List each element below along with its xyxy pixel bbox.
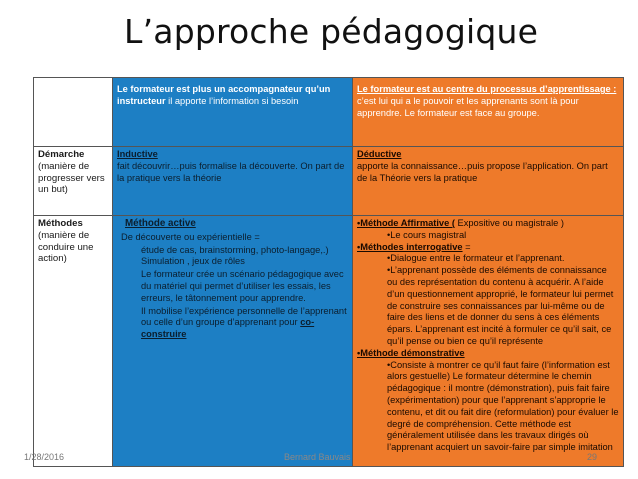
header-row xyxy=(34,78,624,147)
page-title: L’approche pédagogique xyxy=(124,12,539,51)
interrogative-rest: = xyxy=(462,241,471,252)
affirmative-sub: •Le cours magistral xyxy=(387,229,467,240)
affirmative-label: •Méthode Affirmative ( xyxy=(357,218,455,228)
active-method-item: Le formateur crée un scénario pédagogique avec du matériel qui permet d’utiliser les essais, les erreurs, le tâtonnement pour apprendre. xyxy=(141,269,344,303)
header-orange-text: c’est lui qui a le pouvoir et les apprenants sont là pour apprendre. Le formateur est face au groupe. xyxy=(357,95,579,118)
active-method-item: étude de cas, brainstorming, photo-langage,.) Simulation , jeux de rôles xyxy=(141,244,329,267)
active-method-item-last xyxy=(117,306,348,341)
interrogative-item: •Dialogue entre le formateur et l’apprenant. xyxy=(387,253,565,264)
methodes-blue-cell xyxy=(113,216,353,467)
footer-date: 1/28/2016 xyxy=(24,452,65,462)
active-method-item-text: Il mobilise l’expérience personnelle de l’apprenant ou celle d’un groupe d’apprenant pour xyxy=(141,305,347,328)
inductive-text: fait découvrir…puis formalise la découverte. On part de la pratique vers la théorie xyxy=(117,160,345,183)
methodes-label-cell xyxy=(34,216,113,467)
methodes-row xyxy=(34,216,624,467)
affirmative-rest: Expositive ou magistrale ) xyxy=(454,218,564,228)
inductive-title: Inductive xyxy=(117,149,158,159)
header-orange-bold: Le formateur est au centre du processus d’apprentissage : xyxy=(357,84,617,94)
header-blue-cell xyxy=(113,78,353,147)
demonstrative-text: •Consiste à montrer ce qu’il faut faire (l’information est alors gestuelle) Le formateur détermine le chemin pédagogique : il montre (démonstration), puis fait faire (expérimentation) pour que l’apprenant s’approprie le contenu, et dit ou fait dire (reformulation) pour évaluer le degré de compréhension. Cette méthode est généralement utilisée dans les travaux dirigés où l’apprenant acquiert un savoir-faire par simple imitation xyxy=(387,359,619,453)
header-empty-cell xyxy=(34,78,113,147)
deductive-title: Déductive xyxy=(357,149,402,159)
methodes-label: Méthodes xyxy=(38,218,83,229)
demarche-label: Démarche xyxy=(38,149,85,160)
demarche-label-cell xyxy=(34,147,113,216)
demarche-row xyxy=(34,147,624,216)
footer-page-number: 29 xyxy=(587,452,598,462)
header-blue-bold: Le formateur est plus un accompagnateur qu’un instructeur xyxy=(117,84,331,106)
affirmative-line xyxy=(357,218,619,230)
header-blue-text: il apporte l’information si besoin xyxy=(165,95,299,106)
interrogative-line xyxy=(357,242,619,254)
demonstrative-label: •Méthode démonstrative xyxy=(357,347,465,358)
interrogative-label: •Méthodes interrogative xyxy=(357,241,463,252)
footer-author: Bernard Bauvais xyxy=(284,452,351,462)
active-method-intro: De découverte ou expérientielle = xyxy=(121,231,260,242)
active-method-title: Méthode active xyxy=(125,218,196,229)
coconstruire-text: co-construire xyxy=(141,317,315,340)
demarche-orange-cell xyxy=(353,147,624,216)
methodes-sub: (manière de conduire une action) xyxy=(38,229,94,265)
demarche-blue-cell xyxy=(113,147,353,216)
demarche-sub: (manière de progresser vers un but) xyxy=(38,160,105,196)
deductive-text: apporte la connaissance…puis propose l’application. On part de la Théorie vers la pratique xyxy=(357,160,608,183)
header-orange-cell xyxy=(353,78,624,147)
methodes-orange-cell xyxy=(353,216,624,467)
interrogative-item: •L’apprenant possède des éléments de connaissance ou des représentation du contenu à acquérir. A l’aide d’un questionnement approprié, le formateur lui permet de construire ses connaissances par lui-même ou de faire des liens et de donner du sens à ces éléments épars. L’apprenant est incité à formuler ce qu’il sait, ce qu’il pense ou bien ce qu’il représente xyxy=(387,265,614,346)
pedagogy-table xyxy=(33,77,624,467)
